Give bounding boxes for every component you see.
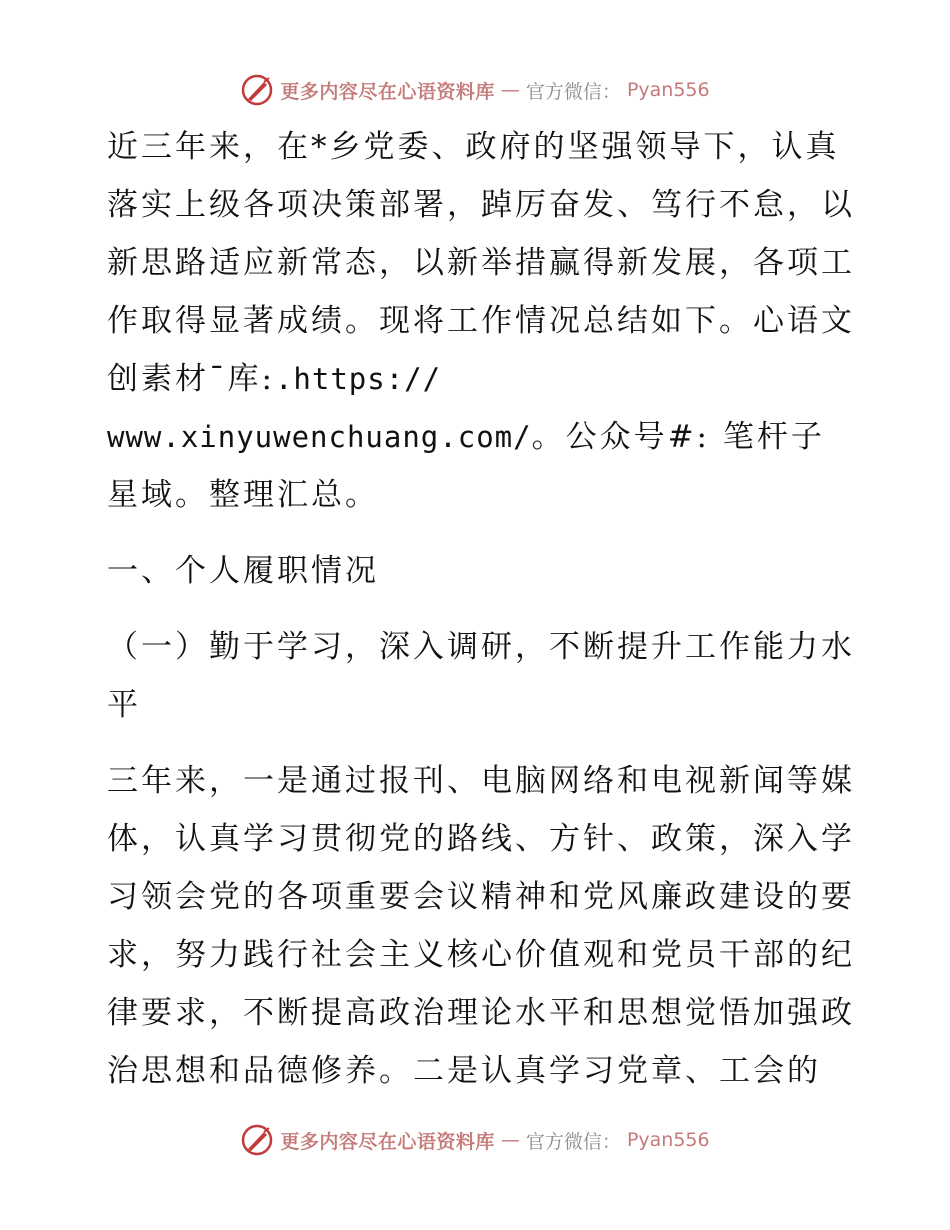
source-url-prefix: .https://: [274, 362, 442, 396]
quill-logo-icon: [240, 73, 274, 107]
footer-banner-text: 更多内容尽在心语资料库: [280, 1130, 495, 1153]
source-url: www.xinyuwenchuang.com/: [107, 420, 532, 454]
header-wechat-id: Pyan556: [626, 79, 710, 101]
footer-banner-separator: —: [500, 1129, 520, 1151]
paragraph-intro-text: 近三年来，在*乡党委、政府的坚强领导下，认真落实上级各项决策部署，踔厉奋发、笃行不怠，以新思路适应新常态，以新举措赢得新发展，各项工作取得显著成绩。现将工作情况总结如下。心语文创素材¯库:: [107, 129, 855, 397]
paragraph-intro-tail: 。公众号#: 笔杆子星域。整理汇总。: [107, 419, 825, 513]
header-banner-text: 更多内容尽在心语资料库: [280, 80, 495, 103]
subsection-heading: （一）勤于学习，深入调研，不断提升工作能力水平: [107, 629, 855, 723]
paragraph-intro: [97, 118, 857, 524]
section-heading: 一、个人履职情况: [107, 553, 379, 589]
header-banner-separator: —: [500, 79, 520, 101]
quill-logo-icon: [240, 1123, 274, 1157]
document-body: [97, 118, 857, 1100]
paragraph-study: 三年来，一是通过报刊、电脑网络和电视新闻等媒体，认真学习贯彻党的路线、方针、政策，深入学习领会党的各项重要会议精神和党风廉政建设的要求，努力践行社会主义核心价值观和党员干部的纪律要求，不断提高政治理论水平和思想觉悟加强政治思想和品德修养。二是认真学习党章、工会的: [107, 763, 855, 1089]
footer-wechat-label: 官方微信：: [525, 1130, 621, 1153]
footer-banner: [0, 1120, 950, 1160]
header-banner: [0, 70, 950, 110]
footer-wechat-id: Pyan556: [626, 1129, 710, 1151]
header-wechat-label: 官方微信：: [525, 80, 621, 103]
